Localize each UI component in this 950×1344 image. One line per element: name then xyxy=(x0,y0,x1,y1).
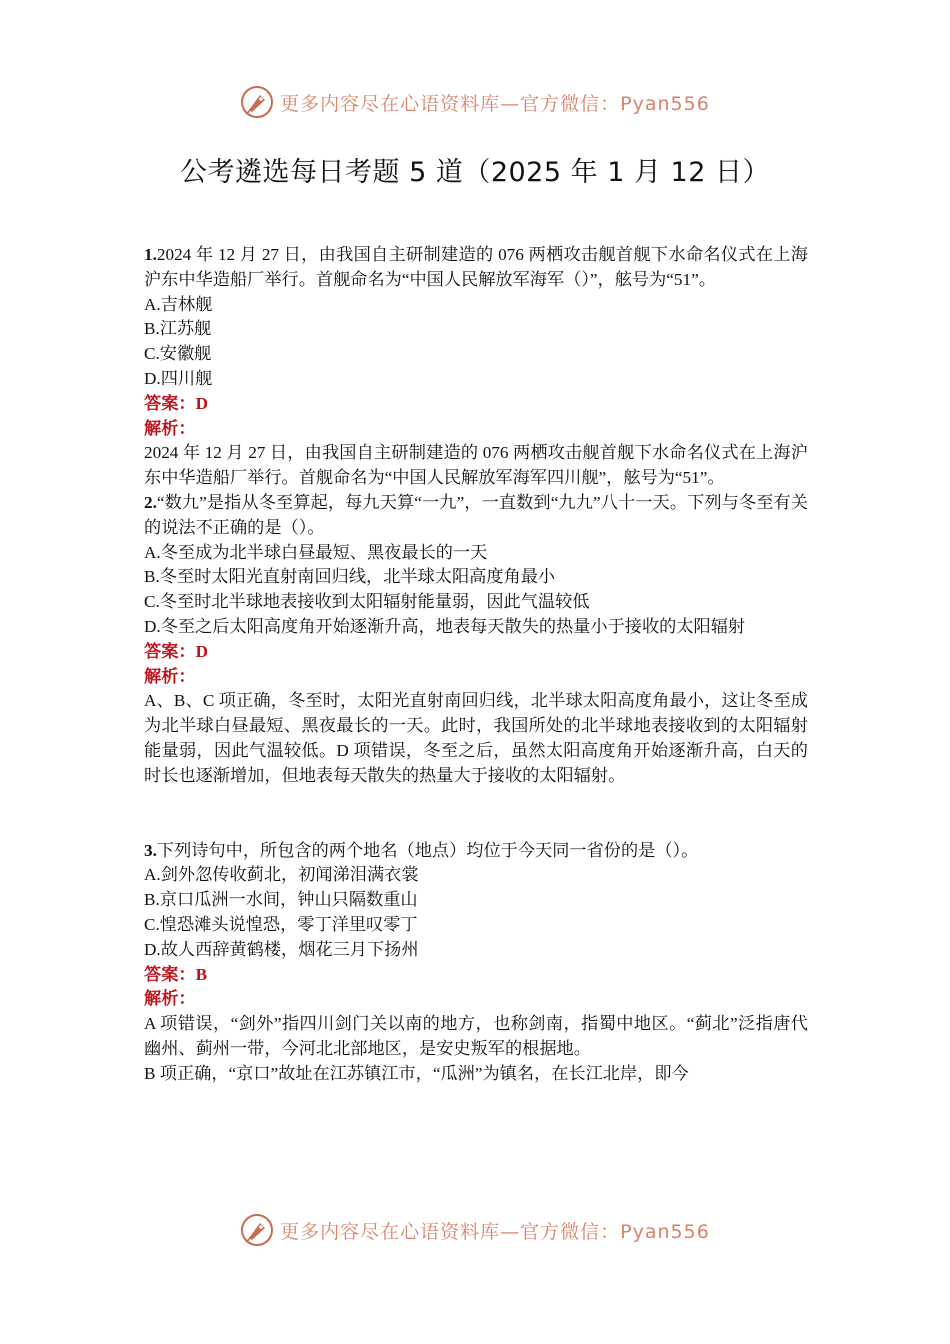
analysis-text: A 项错误，“剑外”指四川剑门关以南的地方，也称剑南，指蜀中地区。“蓟北”泛指唐代幽州、蓟州一带，今河北北部地区，是安史叛军的根据地。 xyxy=(144,1014,808,1058)
pen-nib-logo-icon xyxy=(240,85,274,119)
option-d: D.冬至之后太阳高度角开始逐渐升高，地表每天散失的热量小于接收的太阳辐射 xyxy=(144,616,746,636)
question-list xyxy=(144,243,808,1087)
section-gap xyxy=(144,789,808,839)
option-b: B.京口瓜洲一水间，钟山只隔数重山 xyxy=(144,890,418,910)
watermark-banner-bottom xyxy=(0,1210,950,1250)
analysis-label: 解析： xyxy=(144,418,196,438)
analysis-text: A、B、C 项正确，冬至时，太阳光直射南回归线，北半球太阳高度角最小，这让冬至成为北半球白昼最短、黑夜最长的一天。此时，我国所处的北半球地表接收到的太阳辐射能量弱，因此气温较低。D 项错误，冬至之后，虽然太阳高度角开始逐渐升高，白天的时长也逐渐增加，但地表每天散失的热量大于接收的太阳辐射。 xyxy=(144,691,808,785)
analysis-text: B 项正确，“京口”故址在江苏镇江市，“瓜洲”为镇名，在长江北岸，即今 xyxy=(144,1063,689,1083)
option-c: C.安徽舰 xyxy=(144,344,212,364)
watermark-banner-top xyxy=(0,82,950,122)
option-a: A.剑外忽传收蓟北，初闻涕泪满衣裳 xyxy=(144,865,419,885)
analysis-text: 2024 年 12 月 27 日，由我国自主研制建造的 076 两栖攻击舰首舰下水命名仪式在上海沪东中华造船厂举行。首舰命名为“中国人民解放军海军四川舰”，舷号为“51”。 xyxy=(144,443,808,488)
option-d: D.故人西辞黄鹤楼，烟花三月下扬州 xyxy=(144,939,419,959)
option-b: B.江苏舰 xyxy=(144,319,212,339)
pen-nib-logo-icon xyxy=(240,1213,274,1247)
option-d: D.四川舰 xyxy=(144,368,213,388)
answer-line: 答案：B xyxy=(144,964,208,984)
watermark-text: 更多内容尽在心语资料库—官方微信：Pyan556 xyxy=(280,1220,710,1243)
question-item xyxy=(144,491,808,789)
option-c: C.冬至时北半球地表接收到太阳辐射能量弱，因此气温较低 xyxy=(144,592,590,612)
answer-line: 答案：D xyxy=(144,641,208,661)
option-a: A.冬至成为北半球白昼最短、黑夜最长的一天 xyxy=(144,542,488,562)
question-stem: 3.下列诗句中，所包含的两个地名（地点）均位于今天同一省份的是（）。 xyxy=(144,840,699,860)
answer-line: 答案：D xyxy=(144,393,208,413)
question-stem: 1.2024 年 12 月 27 日，由我国自主研制建造的 076 两栖攻击舰首舰下水命名仪式在上海沪东中华造船厂举行。首舰命名为“中国人民解放军海军（）”，舷号为“51”。 xyxy=(144,245,808,289)
option-b: B.冬至时太阳光直射南回归线，北半球太阳高度角最小 xyxy=(144,567,556,587)
question-item xyxy=(144,839,808,1087)
option-c: C.惶恐滩头说惶恐，零丁洋里叹零丁 xyxy=(144,914,418,934)
question-item xyxy=(144,243,808,491)
page-title: 公考遴选每日考题 5 道（2025 年 1 月 12 日） xyxy=(179,157,770,188)
analysis-label: 解析： xyxy=(144,989,196,1009)
analysis-label: 解析： xyxy=(144,666,196,686)
option-a: A.吉林舰 xyxy=(144,294,213,314)
question-stem: 2.“数九”是指从冬至算起，每九天算“一九”，一直数到“九九”八十一天。下列与冬至有关的说法不正确的是（）。 xyxy=(144,492,808,537)
watermark-text: 更多内容尽在心语资料库—官方微信：Pyan556 xyxy=(280,92,710,115)
